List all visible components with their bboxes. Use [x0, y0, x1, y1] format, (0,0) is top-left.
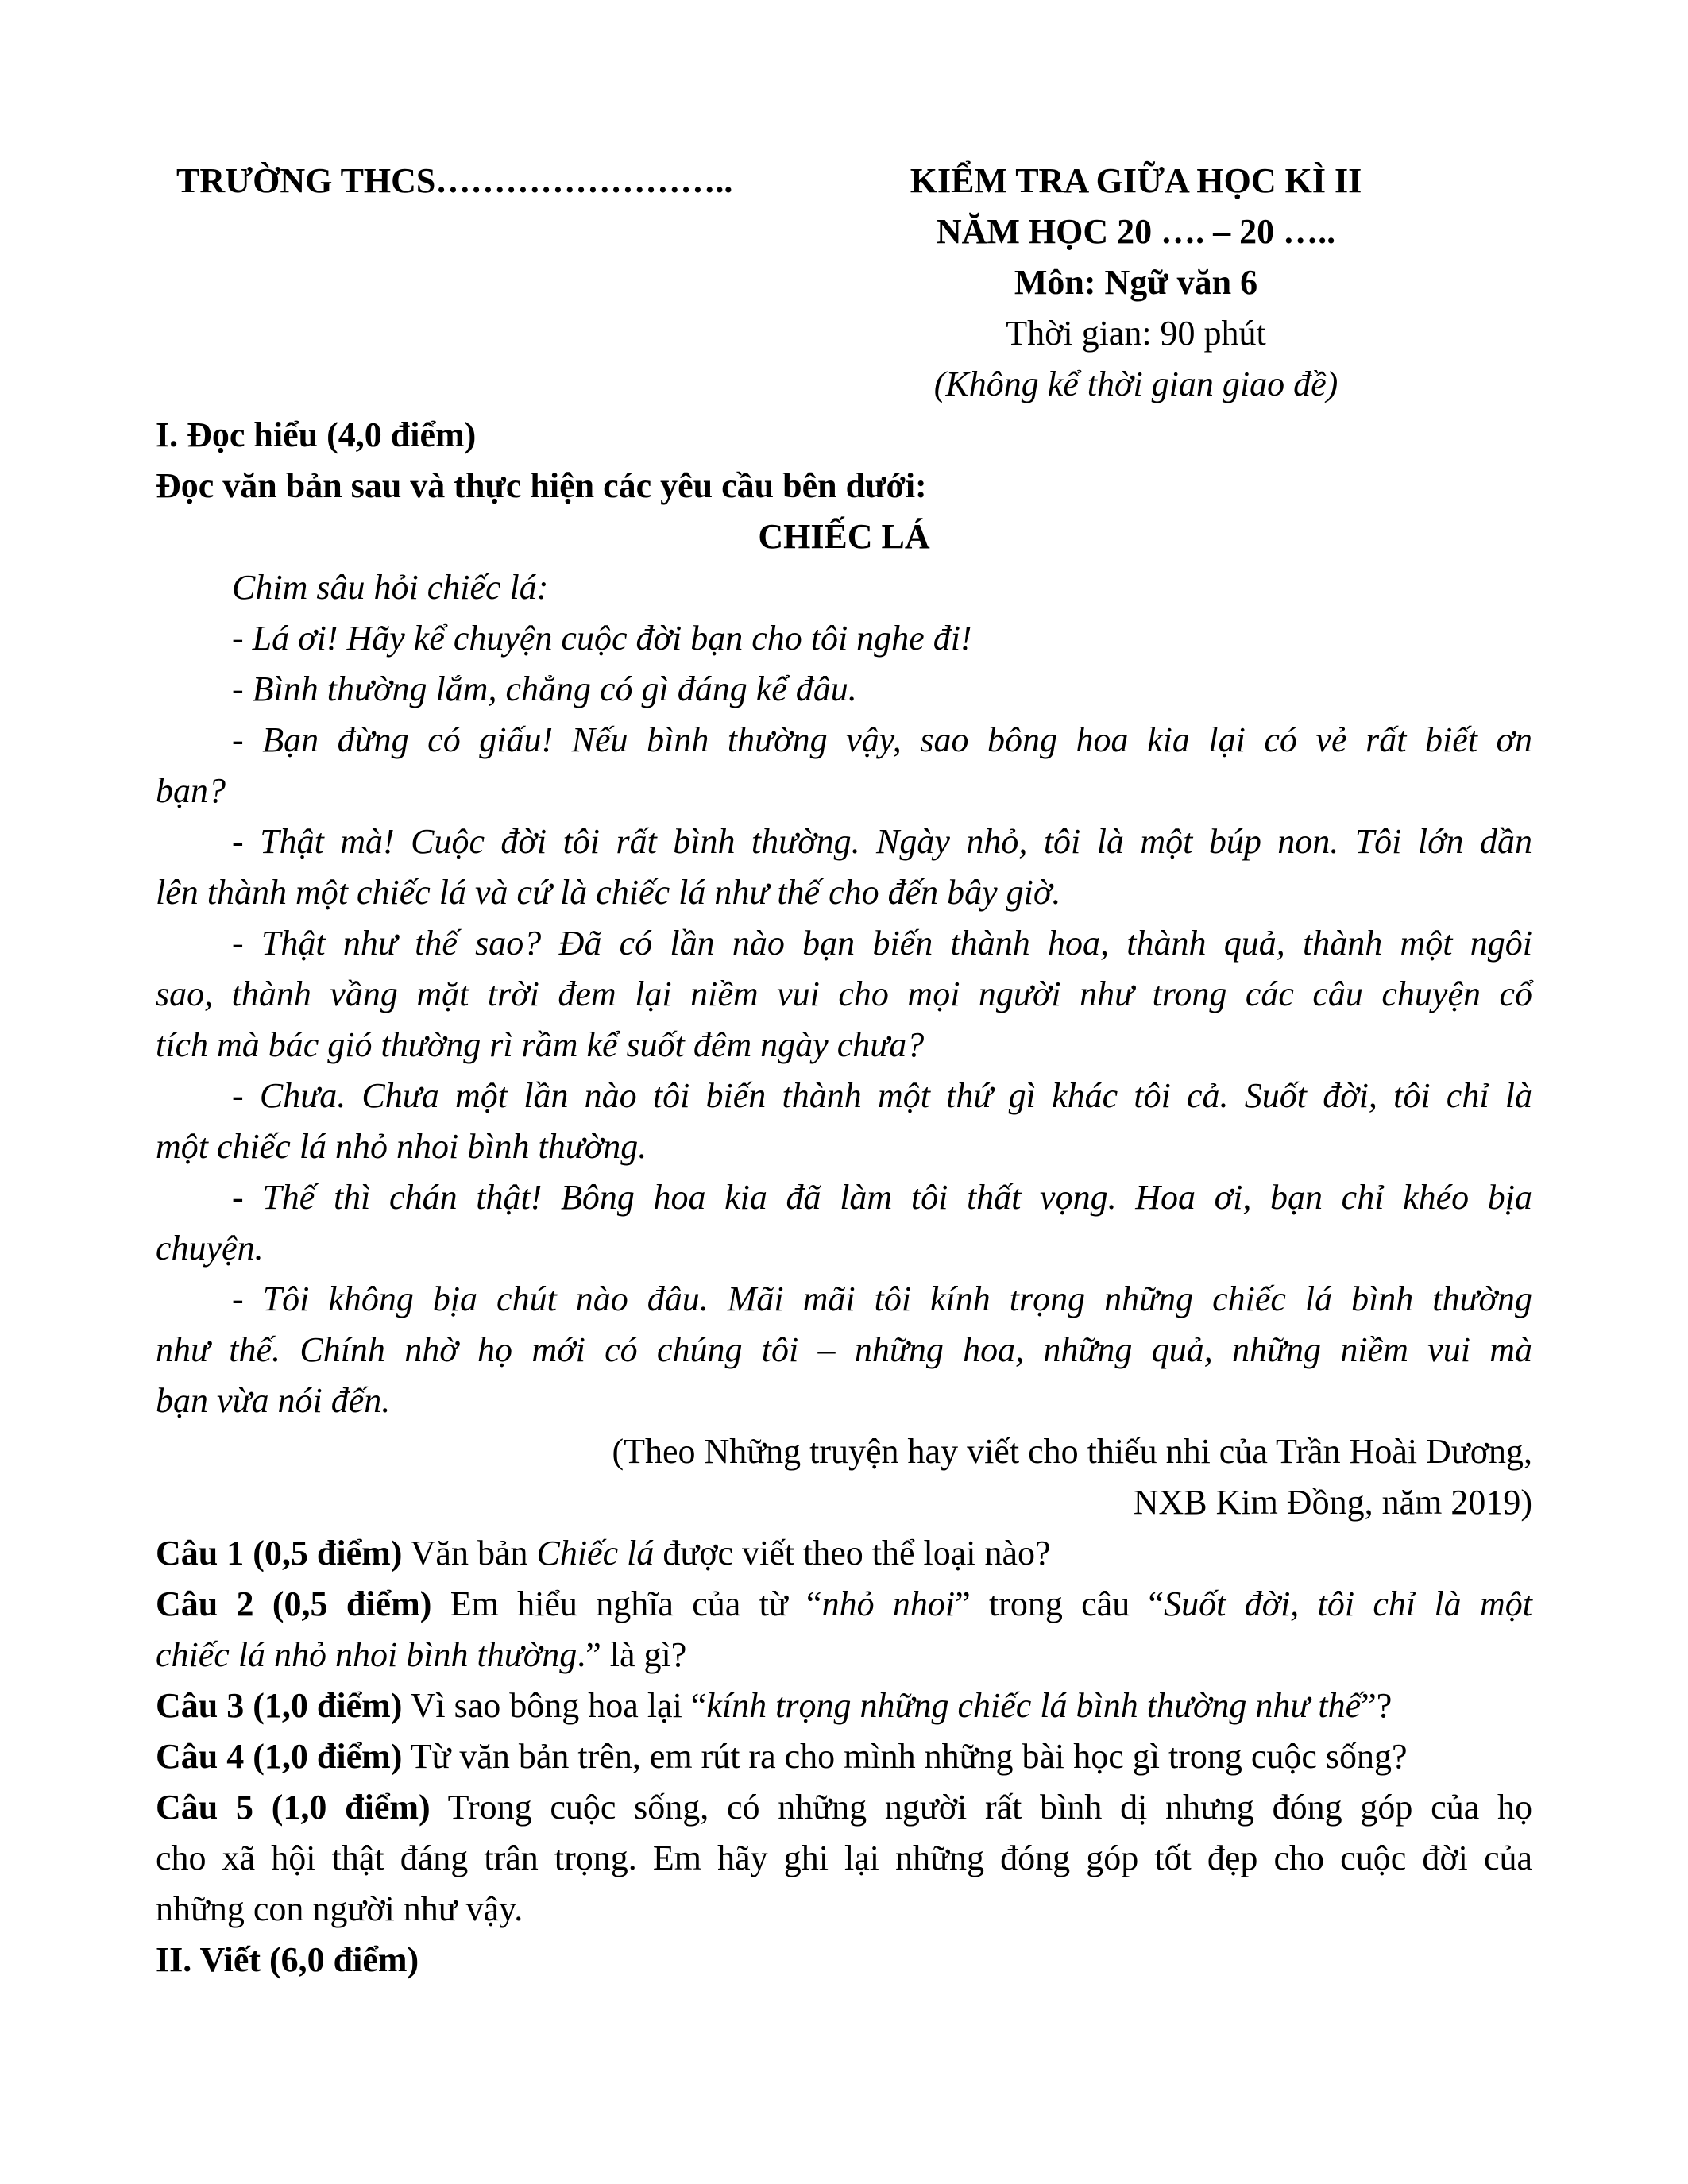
story-line: một chiếc lá nhỏ nhoi bình thường.: [156, 1127, 647, 1166]
question-2-cont: chiếc lá nhỏ nhoi bình thường.” là gì?: [156, 1635, 687, 1674]
question-2: Câu 2 (0,5 điểm) Em hiểu nghĩa của từ “nhỏ nhoi” trong câu “Suốt đời, tôi chỉ là một: [156, 1584, 1533, 1623]
story-line: tích mà bác gió thường rì rầm kể suốt đêm ngày chưa?: [156, 1025, 925, 1064]
story-line: - Thật mà! Cuộc đời tôi rất bình thường. Ngày nhỏ, tôi là một búp non. Tôi lớn dần: [232, 822, 1532, 861]
story-line: - Thế thì chán thật! Bông hoa kia đã làm tôi thất vọng. Hoa ơi, bạn chỉ khéo bịa: [232, 1178, 1532, 1217]
question-5: Câu 5 (1,0 điểm) Trong cuộc sống, có những người rất bình dị nhưng đóng góp của họ: [156, 1788, 1532, 1827]
question-label: Câu 4 (1,0 điểm): [156, 1737, 403, 1776]
story-line: Chim sâu hỏi chiếc lá:: [232, 568, 549, 607]
story-line: sao, thành vầng mặt trời đem lại niềm vui cho mọi người như trong các câu chuyện cổ: [156, 974, 1532, 1013]
exam-header: [874, 156, 1398, 410]
story-line: bạn?: [156, 771, 226, 810]
question-5-cont: những con người như vậy.: [156, 1889, 523, 1928]
school-name: TRƯỜNG THCS……………………..: [176, 161, 733, 200]
question-label: Câu 3 (1,0 điểm): [156, 1686, 403, 1725]
school-year: NĂM HỌC 20 …. – 20 …..: [936, 212, 1336, 251]
story-line: lên thành một chiếc lá và cứ là chiếc lá như thế cho đến bây giờ.: [156, 873, 1061, 912]
story-line: - Chưa. Chưa một lần nào tôi biến thành một thứ gì khác tôi cả. Suốt đời, tôi chỉ là: [232, 1076, 1532, 1115]
question-1: Câu 1 (0,5 điểm) Văn bản Chiếc lá được viết theo thể loại nào?: [156, 1534, 1051, 1572]
story-title: CHIẾC LÁ: [758, 517, 930, 556]
story-line: - Tôi không bịa chút nào đâu. Mãi mãi tôi kính trọng những chiếc lá bình thường: [232, 1279, 1532, 1318]
question-3: Câu 3 (1,0 điểm) Vì sao bông hoa lại “kính trọng những chiếc lá bình thường như thế”?: [156, 1686, 1393, 1725]
source-line: (Theo Những truyện hay viết cho thiếu nhi của Trần Hoài Dương,: [612, 1432, 1532, 1471]
story-line: - Bạn đừng có giấu! Nếu bình thường vậy, sao bông hoa kia lại có vẻ rất biết ơn: [232, 720, 1532, 759]
story-line: - Thật như thế sao? Đã có lần nào bạn biến thành hoa, thành quả, thành một ngôi: [232, 924, 1532, 963]
duration: Thời gian: 90 phút: [1006, 314, 1266, 353]
duration-note: (Không kể thời gian giao đề): [933, 365, 1338, 403]
question-label: Câu 1 (0,5 điểm): [156, 1534, 403, 1572]
section1-instruction: Đọc văn bản sau và thực hiện các yêu cầu bên dưới:: [156, 466, 927, 505]
story-line: - Bình thường lắm, chẳng có gì đáng kể đâu.: [232, 669, 857, 708]
story-line: - Lá ơi! Hãy kể chuyện cuộc đời bạn cho tôi nghe đi!: [232, 619, 972, 658]
question-label: Câu 5 (1,0 điểm): [156, 1788, 431, 1827]
exam-title: KIỂM TRA GIỮA HỌC KÌ II: [910, 161, 1362, 200]
section2-heading: II. Viết (6,0 điểm): [156, 1940, 419, 1979]
section1-heading: I. Đọc hiểu (4,0 điểm): [156, 415, 477, 454]
source-line: NXB Kim Đồng, năm 2019): [1133, 1483, 1532, 1522]
questions: [156, 1528, 1532, 1935]
question-4: Câu 4 (1,0 điểm) Từ văn bản trên, em rút ra cho mình những bài học gì trong cuộc sống?: [156, 1737, 1408, 1776]
story-source: [156, 1426, 1532, 1528]
story-line: chuyện.: [156, 1229, 264, 1268]
story-line: bạn vừa nói đến.: [156, 1381, 391, 1420]
subject: Môn: Ngữ văn 6: [1014, 263, 1258, 302]
story-line: như thế. Chính nhờ họ mới có chúng tôi – những hoa, những quả, những niềm vui mà: [156, 1330, 1532, 1369]
story-text: [156, 562, 1532, 1426]
question-label: Câu 2 (0,5 điểm): [156, 1584, 432, 1623]
question-5-cont: cho xã hội thật đáng trân trọng. Em hãy ghi lại những đóng góp tốt đẹp cho cuộc đời của: [156, 1839, 1532, 1877]
